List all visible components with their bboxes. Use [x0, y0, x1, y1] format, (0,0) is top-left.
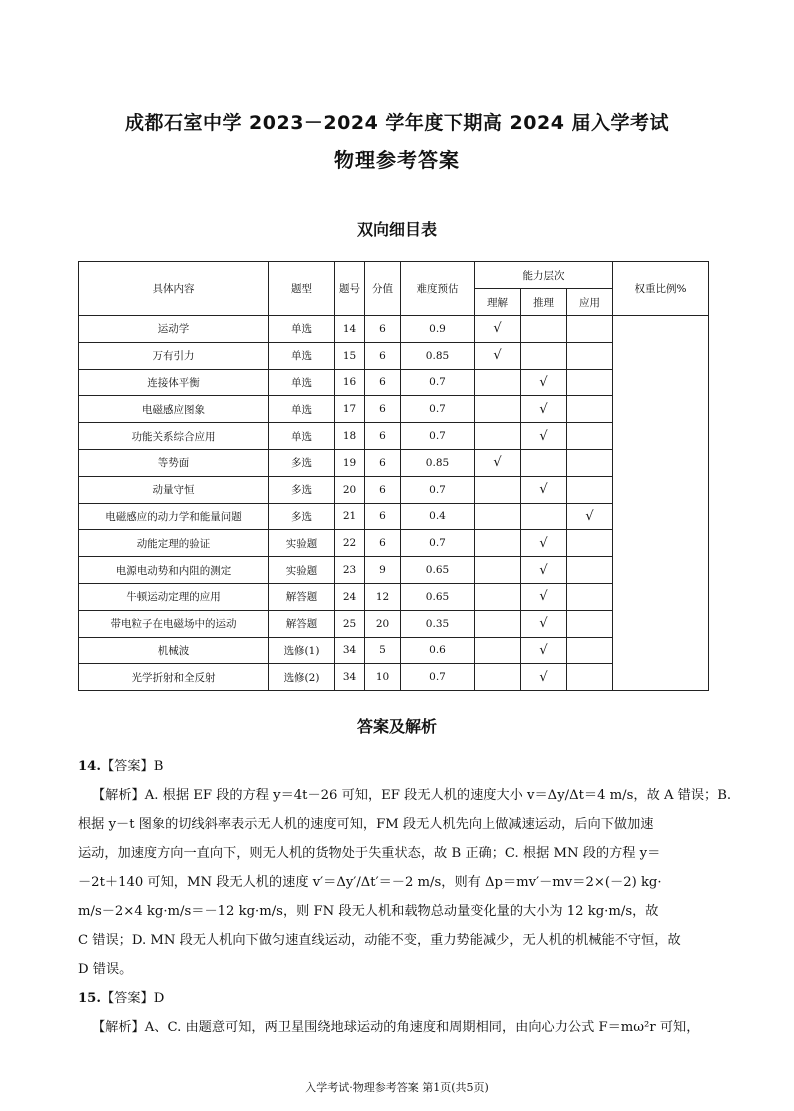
- cell-number: 15: [335, 342, 365, 369]
- cell-reason: [521, 316, 567, 343]
- cell-understand: [475, 503, 521, 530]
- cell-type: 实验题: [269, 557, 335, 584]
- q14-answer-label: 【答案】B: [100, 759, 164, 774]
- cell-apply: [567, 342, 613, 369]
- cell-apply: √: [567, 503, 613, 530]
- header-understand: 理解: [475, 289, 521, 316]
- cell-reason: √: [521, 583, 567, 610]
- cell-type: 单选: [269, 396, 335, 423]
- header-difficulty: 难度预估: [401, 262, 475, 316]
- cell-content: 电磁感应图象: [79, 396, 269, 423]
- cell-number: 17: [335, 396, 365, 423]
- q15-explanation: [78, 1013, 708, 1042]
- cell-score: 5: [365, 637, 401, 664]
- cell-content: 万有引力: [79, 342, 269, 369]
- doc-title: 物理参考答案: [334, 148, 460, 172]
- cell-type: 解答题: [269, 583, 335, 610]
- cell-reason: [521, 342, 567, 369]
- cell-difficulty: 0.7: [401, 423, 475, 450]
- cell-difficulty: 0.7: [401, 476, 475, 503]
- cell-score: 6: [365, 530, 401, 557]
- cell-content: 动能定理的验证: [79, 530, 269, 557]
- cell-number: 25: [335, 610, 365, 637]
- cell-score: 6: [365, 449, 401, 476]
- cell-understand: √: [475, 316, 521, 343]
- table-section-title: 双向细目表: [356, 220, 437, 239]
- cell-score: 6: [365, 503, 401, 530]
- cell-understand: [475, 664, 521, 691]
- cell-score: 6: [365, 423, 401, 450]
- cell-reason: √: [521, 530, 567, 557]
- cell-difficulty: 0.85: [401, 342, 475, 369]
- page-footer: 入学考试·物理参考答案 第1页(共5页): [305, 1081, 489, 1094]
- header-ability: 能力层次: [475, 262, 613, 289]
- cell-number: 14: [335, 316, 365, 343]
- cell-apply: [567, 369, 613, 396]
- table-row: [79, 316, 709, 343]
- cell-content: 连接体平衡: [79, 369, 269, 396]
- cell-apply: [567, 316, 613, 343]
- cell-apply: [567, 449, 613, 476]
- cell-score: 10: [365, 664, 401, 691]
- q14-explanation-line: 根据 y－t 图象的切线斜率表示无人机的速度可知，FM 段无人机先向上做减速运动，后向下做加速: [78, 817, 654, 832]
- cell-content: 等势面: [79, 449, 269, 476]
- cell-difficulty: 0.9: [401, 316, 475, 343]
- cell-understand: [475, 423, 521, 450]
- cell-understand: [475, 476, 521, 503]
- cell-understand: √: [475, 449, 521, 476]
- cell-content: 牛顿运动定理的应用: [79, 583, 269, 610]
- header-content: 具体内容: [79, 262, 269, 316]
- cell-difficulty: 0.7: [401, 664, 475, 691]
- cell-apply: [567, 583, 613, 610]
- cell-difficulty: 0.4: [401, 503, 475, 530]
- cell-content: 机械波: [79, 637, 269, 664]
- cell-apply: [567, 530, 613, 557]
- q15-explanation-line: 【解析】A、C. 由题意可知，两卫星围绕地球运动的角速度和周期相同，由向心力公式 F＝mω²r 可知，: [92, 1020, 700, 1035]
- cell-reason: √: [521, 557, 567, 584]
- cell-content: 电磁感应的动力学和能量问题: [79, 503, 269, 530]
- q14-explanation: [78, 781, 732, 984]
- q14-explanation-line: 运动，加速度方向一直向下，则无人机的货物处于失重状态，故 B 正确；C. 根据 MN 段的方程 y＝: [78, 846, 661, 861]
- cell-weight: [613, 316, 709, 691]
- header-number: 题号: [335, 262, 365, 316]
- cell-number: 34: [335, 637, 365, 664]
- q14-answer: [78, 752, 708, 781]
- q15-answer: [78, 984, 708, 1013]
- cell-type: 单选: [269, 316, 335, 343]
- cell-reason: √: [521, 476, 567, 503]
- cell-reason: [521, 449, 567, 476]
- cell-reason: √: [521, 396, 567, 423]
- cell-score: 6: [365, 476, 401, 503]
- cell-number: 21: [335, 503, 365, 530]
- q14-explanation-line: C 错误；D. MN 段无人机向下做匀速直线运动，动能不变，重力势能减少，无人机的机械能不守恒，故: [78, 933, 681, 948]
- cell-apply: [567, 637, 613, 664]
- cell-number: 22: [335, 530, 365, 557]
- cell-score: 6: [365, 316, 401, 343]
- cell-content: 带电粒子在电磁场中的运动: [79, 610, 269, 637]
- cell-difficulty: 0.65: [401, 557, 475, 584]
- header-weight: 权重比例%: [613, 262, 709, 316]
- cell-score: 20: [365, 610, 401, 637]
- cell-difficulty: 0.7: [401, 530, 475, 557]
- cell-number: 20: [335, 476, 365, 503]
- cell-type: 解答题: [269, 610, 335, 637]
- cell-understand: [475, 637, 521, 664]
- cell-understand: [475, 557, 521, 584]
- cell-score: 9: [365, 557, 401, 584]
- cell-number: 16: [335, 369, 365, 396]
- q15-answer-label: 【答案】D: [100, 991, 165, 1006]
- cell-number: 18: [335, 423, 365, 450]
- cell-number: 34: [335, 664, 365, 691]
- cell-content: 动量守恒: [79, 476, 269, 503]
- cell-reason: √: [521, 423, 567, 450]
- cell-type: 多选: [269, 503, 335, 530]
- cell-difficulty: 0.65: [401, 583, 475, 610]
- cell-content: 光学折射和全反射: [79, 664, 269, 691]
- cell-reason: √: [521, 610, 567, 637]
- q14-explanation-line: m/s－2×4 kg·m/s＝－12 kg·m/s，则 FN 段无人机和载物总动量变化量的大小为 12 kg·m/s，故: [78, 904, 659, 919]
- cell-understand: [475, 530, 521, 557]
- cell-score: 12: [365, 583, 401, 610]
- cell-content: 运动学: [79, 316, 269, 343]
- cell-reason: √: [521, 369, 567, 396]
- cell-number: 24: [335, 583, 365, 610]
- cell-number: 23: [335, 557, 365, 584]
- cell-score: 6: [365, 369, 401, 396]
- table-body: [79, 316, 709, 691]
- cell-content: 功能关系综合应用: [79, 423, 269, 450]
- cell-understand: [475, 583, 521, 610]
- cell-apply: [567, 664, 613, 691]
- header-apply: 应用: [567, 289, 613, 316]
- cell-difficulty: 0.7: [401, 369, 475, 396]
- cell-reason: √: [521, 664, 567, 691]
- cell-understand: [475, 369, 521, 396]
- header-reason: 推理: [521, 289, 567, 316]
- cell-difficulty: 0.85: [401, 449, 475, 476]
- cell-type: 单选: [269, 423, 335, 450]
- cell-content: 电源电动势和内阻的测定: [79, 557, 269, 584]
- cell-difficulty: 0.6: [401, 637, 475, 664]
- cell-apply: [567, 610, 613, 637]
- cell-apply: [567, 476, 613, 503]
- cell-type: 多选: [269, 476, 335, 503]
- cell-understand: √: [475, 342, 521, 369]
- header-type: 题型: [269, 262, 335, 316]
- cell-understand: [475, 396, 521, 423]
- q14-explanation-line: D 错误。: [78, 962, 133, 977]
- cell-reason: √: [521, 637, 567, 664]
- cell-apply: [567, 423, 613, 450]
- answers-section-title: 答案及解析: [356, 717, 437, 736]
- cell-type: 多选: [269, 449, 335, 476]
- cell-difficulty: 0.35: [401, 610, 475, 637]
- q15-number: 15.: [78, 991, 101, 1006]
- cell-score: 6: [365, 342, 401, 369]
- cell-type: 选修(1): [269, 637, 335, 664]
- cell-type: 实验题: [269, 530, 335, 557]
- cell-difficulty: 0.7: [401, 396, 475, 423]
- cell-type: 单选: [269, 342, 335, 369]
- cell-type: 选修(2): [269, 664, 335, 691]
- q14-explanation-line: 【解析】A. 根据 EF 段的方程 y＝4t－26 可知，EF 段无人机的速度大小 v＝Δy/Δt＝4 m/s，故 A 错误；B.: [92, 788, 732, 803]
- cell-number: 19: [335, 449, 365, 476]
- q14-explanation-line: －2t＋140 可知，MN 段无人机的速度 v′＝Δy′/Δt′＝－2 m/s，则有 Δp＝mv′－mv＝2×(－2) kg·: [78, 875, 662, 890]
- q14-number: 14.: [78, 759, 101, 774]
- cell-apply: [567, 557, 613, 584]
- school-exam-title: 成都石室中学 2023－2024 学年度下期高 2024 届入学考试: [124, 112, 670, 134]
- cell-apply: [567, 396, 613, 423]
- specification-table: [78, 261, 709, 691]
- cell-reason: [521, 503, 567, 530]
- header-score: 分值: [365, 262, 401, 316]
- answers-block: [78, 752, 732, 1042]
- cell-type: 单选: [269, 369, 335, 396]
- cell-understand: [475, 610, 521, 637]
- cell-score: 6: [365, 396, 401, 423]
